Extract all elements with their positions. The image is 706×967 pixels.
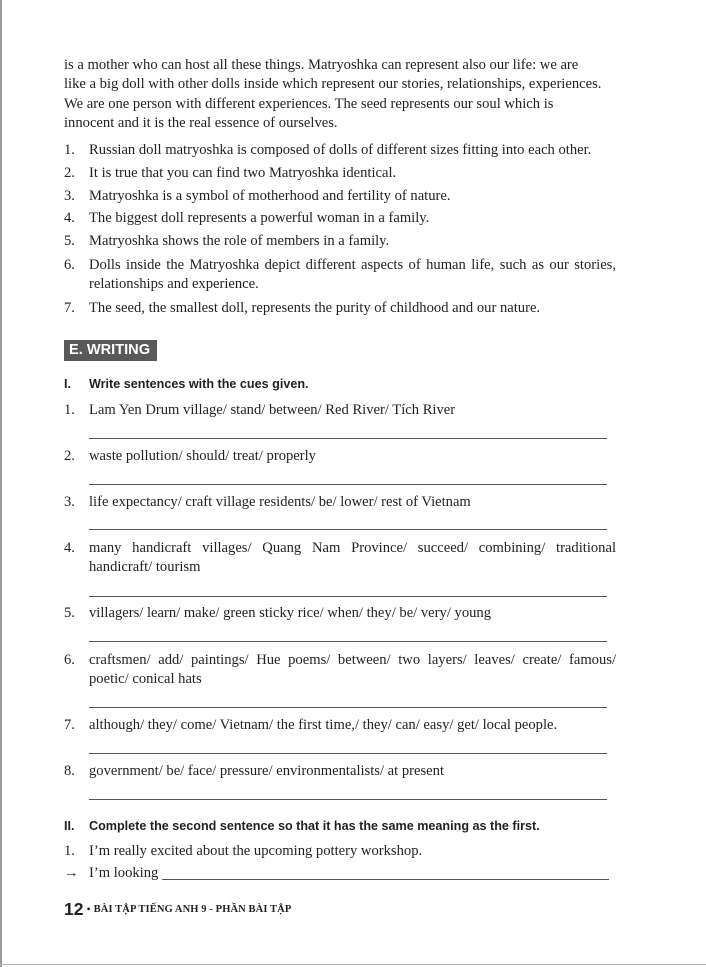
item-cues: government/ be/ face/ pressure/ environmentalists/ at present [89,763,444,779]
statement-text: Matryoshka is a symbol of motherhood and fertility of nature. [89,188,451,204]
item-number: 6. [64,652,75,668]
item-number: 8. [64,763,75,779]
statement-item [64,187,616,206]
statement-number: 6. [64,257,75,273]
statement-item [64,164,616,183]
rewrite-row [64,864,616,883]
part-number: II. [64,819,75,833]
paragraph-line: We are one person with different experiences. The seed represents our soul which is [64,95,554,112]
book-title: BÀI TẬP TIẾNG ANH 9 - PHẦN BÀI TẬP [93,904,292,915]
item-cues: many handicraft villages/ Quang Nam Province/ succeed/ combining/ traditional handicraft/ tourism [89,540,616,576]
arrow-icon: → [64,865,79,881]
statement-text: Matryoshka shows the role of members in a family. [89,233,390,249]
page-bottom-edge [0,964,706,965]
item-number: 1. [64,402,75,418]
item-cues: waste pollution/ should/ treat/ properly [89,448,316,464]
exercise-item [64,716,616,735]
exercise-item [64,604,616,623]
part2-instruction [64,817,616,835]
exercise-item [64,401,616,420]
page-left-edge [0,0,2,967]
part-number: I. [64,377,71,391]
statement-number: 2. [64,165,75,181]
answer-line[interactable] [89,484,607,485]
item-cues: life expectancy/ craft village residents/ be/ lower/ rest of Vietnam [89,494,471,510]
statement-number: 5. [64,233,75,249]
statement-item [64,232,616,251]
item-cues: although/ they/ come/ Vietnam/ the first time,/ they/ can/ easy/ get/ local people. [89,717,558,733]
item-number: 2. [64,448,75,464]
reading-paragraph [64,56,616,133]
paragraph-line: is a mother who can host all these things. Matryoshka can represent also our life: we are [64,57,579,73]
statement-number: 1. [64,142,75,158]
exercise-item [64,493,616,512]
item-cues: villagers/ learn/ make/ green sticky rice/ when/ they/ be/ very/ young [89,605,492,621]
answer-line[interactable] [89,707,607,708]
exercise-item [64,539,616,578]
page-footer [64,899,291,920]
statement-item [64,141,616,160]
paragraph-line: like a big doll with other dolls inside which represent our stories, relationships, experiences. [64,76,602,93]
page-number: 12 [64,899,84,919]
part1-instruction [64,375,616,393]
item-number: 5. [64,605,75,621]
section-heading-writing: E. WRITING [64,340,157,361]
statement-item [64,256,616,295]
item-number: 1. [64,843,75,859]
item-number: 4. [64,540,75,556]
bullet-icon: • [86,902,91,916]
original-sentence: I’m really excited about the upcoming pottery workshop. [89,843,423,859]
answer-line[interactable] [89,529,607,530]
statement-text: The biggest doll represents a powerful woman in a family. [89,210,430,226]
instruction-text: Write sentences with the cues given. [89,377,309,391]
statement-item [64,209,616,228]
paragraph-line: innocent and it is the real essence of ourselves. [64,114,338,131]
statement-text: The seed, the smallest doll, represents the purity of childhood and our nature. [89,300,541,316]
item-number: 3. [64,494,75,510]
instruction-text: Complete the second sentence so that it has the same meaning as the first. [89,819,540,833]
statement-number: 3. [64,188,75,204]
statement-number: 7. [64,300,75,316]
answer-line[interactable] [89,753,607,754]
exercise-item [64,651,616,690]
answer-line[interactable] [89,438,607,439]
rewrite-answer-line[interactable] [162,879,609,880]
statement-text: Dolls inside the Matryoshka depict different aspects of human life, such as our stories, relationships and experience. [89,257,616,293]
item-number: 7. [64,717,75,733]
statement-number: 4. [64,210,75,226]
statement-text: Russian doll matryoshka is composed of dolls of different sizes fitting into each other. [89,142,592,158]
answer-line[interactable] [89,641,607,642]
exercise-item [64,842,616,861]
exercise-item [64,762,616,781]
answer-line[interactable] [89,596,607,597]
exercise-item [64,447,616,466]
rewrite-prompt: I’m looking [89,865,159,881]
item-cues: craftsmen/ add/ paintings/ Hue poems/ between/ two layers/ leaves/ create/ famous/ poetic/ conical hats [89,652,616,688]
item-cues: Lam Yen Drum village/ stand/ between/ Red River/ Tích River [89,402,456,418]
statement-text: It is true that you can find two Matryoshka identical. [89,165,397,181]
statement-item [64,299,616,318]
answer-line[interactable] [89,799,607,800]
